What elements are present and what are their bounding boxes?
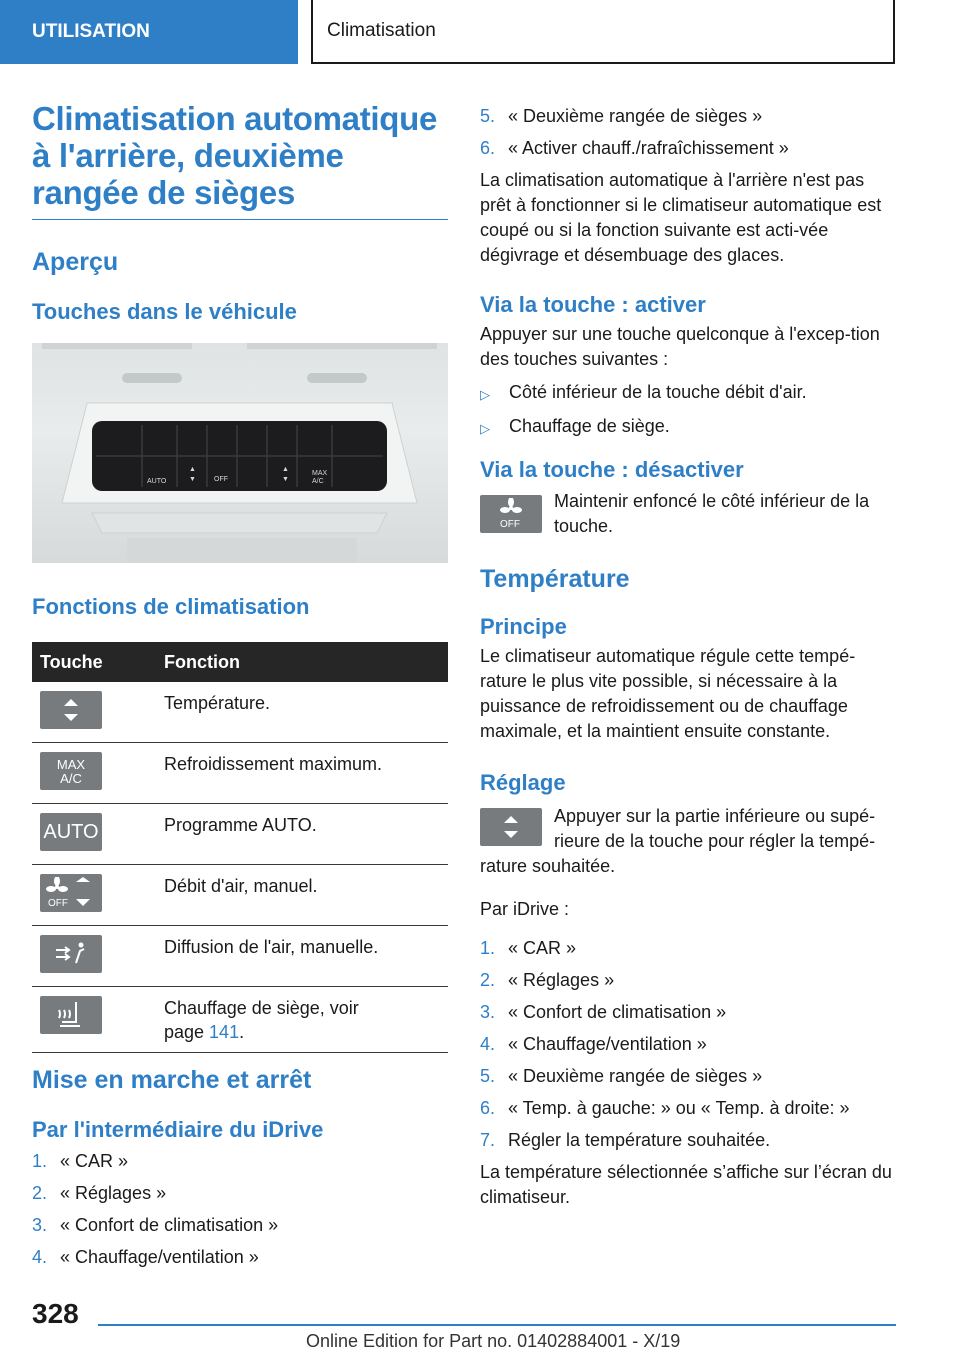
footer-divider [98,1324,896,1326]
deactivate-heading: Via la touche : désactiver [480,457,744,482]
list-item: 6. « Temp. à gauche: » ou « Temp. à droite: » [480,1098,850,1118]
activate-text: Appuyer sur une touche quelconque à l'excep-tion des touches suivantes : [480,324,880,369]
overview-subheading: Touches dans le véhicule [32,299,297,324]
svg-text:A/C: A/C [312,478,324,485]
table-row [32,865,448,926]
list-item: 2. « Réglages » [32,1183,167,1203]
page-title: Climatisation automatique à l'arrière, deuxième rangée de sièges [32,100,448,220]
svg-text:▼: ▼ [189,476,196,483]
setting-row [480,804,900,879]
svg-text:OFF: OFF [48,898,68,909]
overview-heading: Aperçu [32,248,119,276]
col-touche: Touche [32,642,156,682]
list-item: 2. « Réglages » [480,970,615,990]
list-item: ▷ Côté inférieur de la touche débit d'air. [480,382,807,402]
left-column [32,100,448,325]
list-item: 1. « CAR » [480,938,577,958]
table-row [32,682,448,743]
temperature-updown-icon [40,691,102,729]
table-header-row [32,642,448,682]
svg-text:A/C: A/C [60,771,82,786]
list-item: 6. « Activer chauff./rafraîchissement » [480,138,789,158]
setting-text: Appuyer sur la partie inférieure ou supé-rieure de la touche pour régler la tempé-rature souhaitée. [480,806,876,876]
activate-heading: Via la touche : activer [480,292,706,317]
list-item: 7. Régler la température souhaitée. [480,1130,771,1150]
svg-text:▲: ▲ [189,466,196,473]
onoff-steps-left [32,1149,448,1270]
right-column [480,104,900,1210]
table-row [32,926,448,987]
final-text: La température sélectionnée s’affiche sur l’écran du climatiseur. [480,1162,892,1207]
list-item: ▷ Chauffage de siège. [480,416,670,436]
exception-list [480,380,900,441]
svg-text:MAX: MAX [56,757,86,772]
list-item: 1. « CAR » [32,1151,129,1171]
functions-section [32,594,448,1053]
list-item: 4. « Chauffage/ventilation » [480,1034,707,1054]
functions-heading: Fonctions de climatisation [32,594,310,619]
deactivate-text: Maintenir enfoncé le côté inférieur de la touche. [554,491,870,536]
onoff-note: La climatisation automatique à l'arrière n'est pas prêt à fonctionner si le climatiseur automatique est coupé ou si la fonction suivante est acti-vée dégivrage et désembuage des glaces. [480,170,882,265]
photo-off-label: OFF [214,476,228,483]
air-distribution-icon [40,935,102,973]
list-item: 3. « Confort de climatisation » [480,1002,727,1022]
principle-heading: Principe [480,614,567,639]
control-panel-photo [32,343,448,563]
function-label-seat: Chauffage de siège, voir page 141. [156,987,448,1053]
seat-heating-icon [40,996,102,1034]
temperature-heading: Température [480,565,630,593]
principle-text: Le climatiseur automatique régule cette tempé-rature le plus vite possible, si nécessaire à la puissance de refroidissement ou de chauffage maximale, et la maintient ensuite constante. [480,646,856,741]
control-panel-illustration [32,343,448,563]
svg-text:▲: ▲ [282,466,289,473]
function-label: Programme AUTO. [156,804,448,865]
photo-auto-label: AUTO [147,478,167,485]
function-label: Débit d'air, manuel. [156,865,448,926]
fan-off-icon [40,874,102,912]
table-row [32,743,448,804]
max-ac-icon [40,752,102,790]
temperature-steps [480,936,900,1153]
page-number: 328 [32,1298,79,1329]
svg-text:OFF: OFF [500,519,520,530]
list-item: 3. « Confort de climatisation » [32,1215,279,1235]
list-item: 4. « Chauffage/ventilation » [32,1247,259,1267]
onoff-steps-right [480,104,900,161]
setting-heading: Réglage [480,770,566,795]
footer-edition: Online Edition for Part no. 01402884001 - X/19 [306,1331,681,1351]
onoff-section [32,1066,448,1277]
section-tab[interactable]: UTILISATION [0,0,298,64]
fan-off-icon [480,495,542,533]
deactivate-row [480,491,900,539]
function-label: Diffusion de l'air, manuelle. [156,926,448,987]
svg-text:▼: ▼ [282,476,289,483]
auto-icon: AUTO [40,813,102,851]
chapter-title: Climatisation [311,0,895,64]
onoff-heading: Mise en marche et arrêt [32,1066,312,1094]
page-link[interactable]: 141 [209,1022,240,1042]
temperature-updown-icon [480,808,542,846]
table-row [32,804,448,865]
photo-max-label: MAX [312,470,328,477]
list-item: 5. « Deuxième rangée de sièges » [480,1066,763,1086]
col-fonction: Fonction [156,642,448,682]
idrive-intro: Par iDrive : [480,899,570,919]
idrive-subheading: Par l'intermédiaire du iDrive [32,1117,324,1142]
function-label: Refroidissement maximum. [156,743,448,804]
function-label: Température. [156,682,448,743]
table-row [32,987,448,1053]
list-item: 5. « Deuxième rangée de sièges » [480,106,763,126]
functions-table [32,642,448,1053]
